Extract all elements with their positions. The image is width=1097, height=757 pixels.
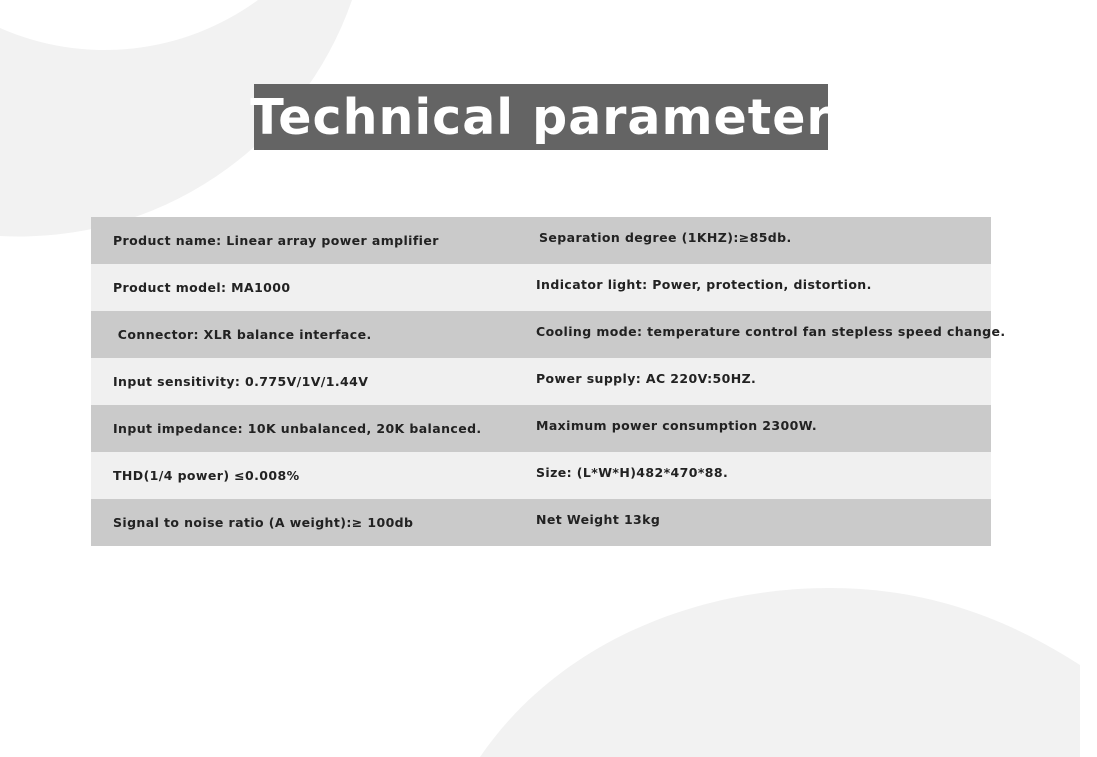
parameter-cell-left: Input sensitivity: 0.775V/1V/1.44V [113,374,369,389]
table-row [91,217,991,264]
table-row [91,358,991,405]
parameter-cell-left: Product name: Linear array power amplifier [113,233,439,248]
parameter-cell-left: Signal to noise ratio (A weight):≥ 100db [113,515,414,530]
parameter-cell-right: Indicator light: Power, protection, distortion. [536,277,872,292]
table-row [91,311,1006,358]
parameter-cell-left: Product model: MA1000 [113,280,291,295]
parameter-cell-right: Separation degree (1KHZ):≥85db. [539,230,792,245]
title-banner [250,84,832,150]
page-title: Technical parameter [250,88,832,146]
table-row [91,452,991,499]
parameter-cell-left: Input impedance: 10K unbalanced, 20K balanced. [113,421,482,436]
table-row [91,405,991,452]
parameter-cell-left: Connector: XLR balance interface. [113,327,372,342]
parameter-cell-right: Net Weight 13kg [536,512,661,527]
parameter-cell-right: Size: (L*W*H)482*470*88. [536,465,729,480]
table-row [91,499,991,546]
parameter-table [91,217,1006,546]
parameter-cell-left: THD(1/4 power) ≤0.008% [113,468,300,483]
parameter-cell-right: Cooling mode: temperature control fan stepless speed change. [536,324,1006,339]
parameter-cell-right: Maximum power consumption 2300W. [536,418,818,433]
bottom-right-arc-shape [480,588,1080,757]
parameter-cell-right: Power supply: AC 220V:50HZ. [536,371,757,386]
table-row [91,264,991,311]
